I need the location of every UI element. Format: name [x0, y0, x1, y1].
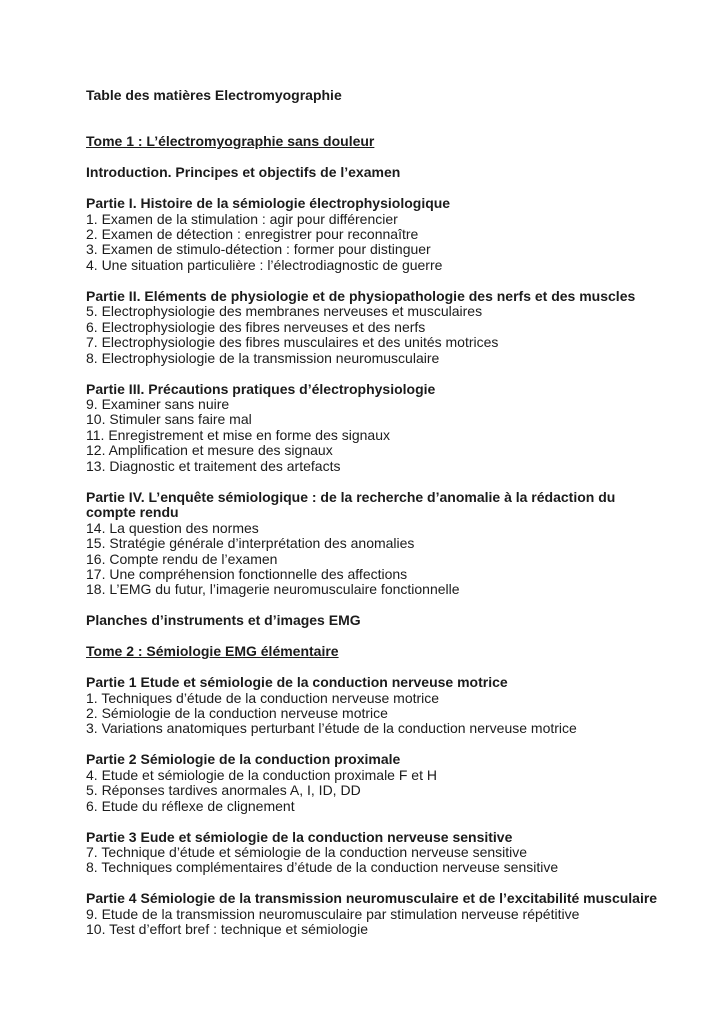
toc-item: 4. Etude et sémiologie de la conduction proximale F et H — [86, 766, 437, 783]
toc-item: 17. Une compréhension fonctionnelle des affections — [86, 565, 408, 582]
toc-item: 11. Enregistrement et mise en forme des signaux — [86, 426, 391, 443]
toc-item: 5. Electrophysiologie des membranes nerveuses et musculaires — [86, 303, 483, 320]
introduction-heading: Introduction. Principes et objectifs de l’examen — [86, 164, 401, 181]
toc-item: 8. Techniques complémentaires d’étude de la conduction nerveuse sensitive — [86, 859, 559, 876]
toc-item: 1. Examen de la stimulation : agir pour différencier — [86, 210, 398, 227]
partie-I-section — [86, 196, 678, 273]
toc-item: 18. L’EMG du futur, l’imagerie neuromusculaire fonctionnelle — [86, 581, 460, 598]
toc-item: 7. Electrophysiologie des fibres musculaires et des unités motrices — [86, 334, 499, 351]
partie-II-heading: Partie II. Eléments de physiologie et de physiopathologie des nerfs et des muscles — [86, 287, 636, 304]
partie-IV-section — [86, 490, 678, 598]
toc-item: 5. Réponses tardives anormales A, I, ID, DD — [86, 782, 361, 799]
toc-item: 14. La question des normes — [86, 519, 259, 536]
toc-item: 9. Examiner sans nuire — [86, 395, 230, 412]
planches-heading: Planches d’instruments et d’images EMG — [86, 612, 361, 629]
planches-block — [86, 613, 678, 628]
partie-III-section — [86, 382, 678, 475]
toc-item: 6. Electrophysiologie des fibres nerveuses et des nerfs — [86, 318, 426, 335]
toc-item: 15. Stratégie générale d’interprétation des anomalies — [86, 535, 415, 552]
toc-item: 3. Examen de stimulo-détection : former pour distinguer — [86, 241, 431, 258]
partie-IV-heading-line-1: Partie IV. L’enquête sémiologique : de la recherche d’anomalie à la rédaction du — [86, 488, 616, 505]
partie-2-heading: Partie 2 Sémiologie de la conduction proximale — [86, 751, 401, 768]
partie-I-heading: Partie I. Histoire de la sémiologie électrophysiologique — [86, 195, 451, 212]
partie-4-section — [86, 891, 678, 937]
tome-1-block — [86, 134, 678, 149]
toc-item: 1. Techniques d’étude de la conduction nerveuse motrice — [86, 689, 440, 706]
toc-content — [86, 88, 678, 953]
toc-item: 3. Variations anatomiques perturbant l’étude de la conduction nerveuse motrice — [86, 720, 577, 737]
partie-1-section — [86, 675, 678, 737]
page-title: Table des matières Electromyographie — [86, 87, 342, 103]
toc-item: 13. Diagnostic et traitement des artefacts — [86, 457, 341, 474]
partie-3-section — [86, 830, 678, 876]
toc-item: 16. Compte rendu de l’examen — [86, 550, 278, 567]
toc-item: 4. Une situation particulière : l’électrodiagnostic de guerre — [86, 256, 443, 273]
partie-4-heading: Partie 4 Sémiologie de la transmission neuromusculaire et de l’excitabilité musculaire — [86, 890, 658, 907]
introduction-block — [86, 165, 678, 180]
toc-item: 10. Stimuler sans faire mal — [86, 411, 252, 428]
toc-item: 2. Examen de détection : enregistrer pour reconnaître — [86, 226, 419, 243]
partie-3-heading: Partie 3 Eude et sémiologie de la conduction nerveuse sensitive — [86, 828, 513, 845]
toc-item: 12. Amplification et mesure des signaux — [86, 442, 333, 459]
partie-III-heading: Partie III. Précautions pratiques d’électrophysiologie — [86, 380, 436, 397]
partie-1-heading: Partie 1 Etude et sémiologie de la conduction nerveuse motrice — [86, 674, 508, 691]
toc-item: 6. Etude du réflexe de clignement — [86, 797, 295, 814]
partie-II-section — [86, 289, 678, 366]
toc-item: 8. Electrophysiologie de la transmission neuromusculaire — [86, 349, 440, 366]
tome-2-heading: Tome 2 : Sémiologie EMG élémentaire — [86, 643, 339, 660]
partie-2-section — [86, 752, 678, 814]
toc-title-block — [86, 88, 678, 103]
partie-IV-heading-line-2: compte rendu — [86, 504, 179, 521]
toc-item: 2. Sémiologie de la conduction nerveuse motrice — [86, 704, 388, 721]
tome-2-block — [86, 644, 678, 659]
toc-item: 10. Test d’effort bref : technique et sémiologie — [86, 921, 368, 938]
toc-item: 7. Technique d’étude et sémiologie de la conduction nerveuse sensitive — [86, 844, 528, 861]
toc-item: 9. Etude de la transmission neuromusculaire par stimulation nerveuse répétitive — [86, 905, 580, 922]
tome-1-heading: Tome 1 : L’électromyographie sans douleur — [86, 133, 375, 150]
